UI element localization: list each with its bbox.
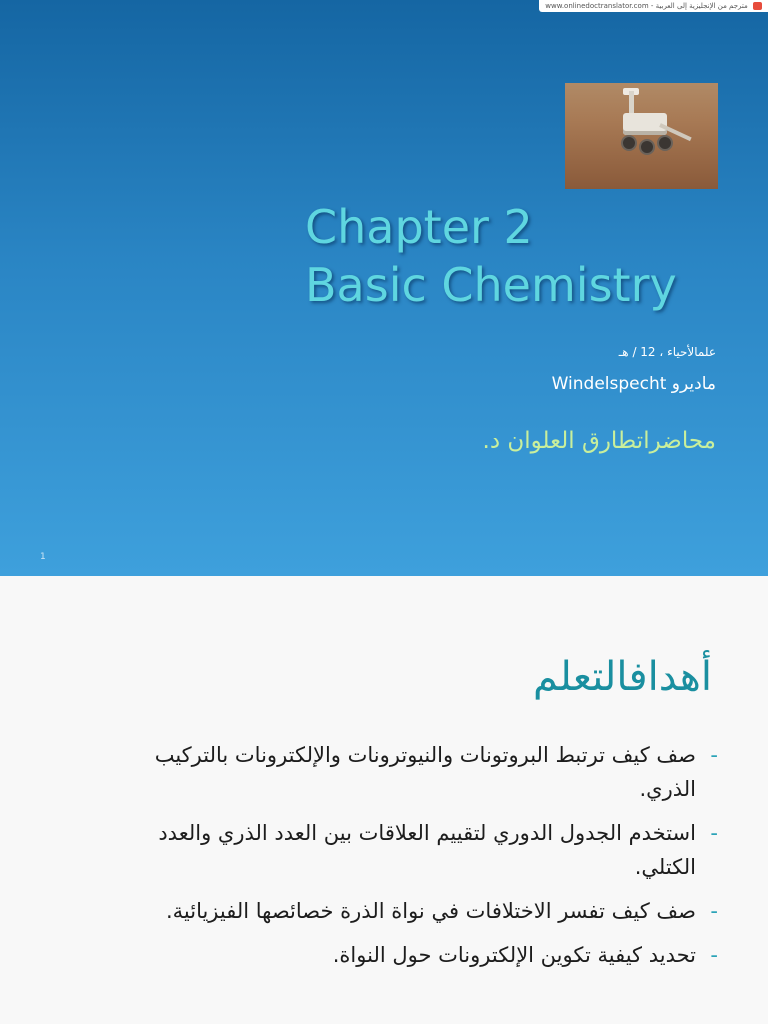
rover-mast [629, 91, 634, 115]
rover-photo [565, 83, 718, 189]
list-item [98, 894, 718, 928]
list-item [98, 816, 718, 884]
objective-text: صف كيف ترتبط البروتونات والنيوترونات والإلكترونات بالتركيب الذري. [154, 743, 696, 801]
rover-wheel [639, 139, 655, 155]
bullet-dash: - [710, 743, 718, 767]
title-line-1: Chapter 2 [305, 200, 533, 254]
author-name: ماديرو Windelspecht [551, 374, 716, 394]
slide-title [305, 198, 745, 314]
slide-number: 1 [40, 552, 46, 562]
bullet-dash: - [710, 821, 718, 845]
list-item [98, 738, 718, 806]
objective-text: تحديد كيفية تكوين الإلكترونات حول النواة. [332, 943, 696, 967]
lecturer-name: محاضراتطارق العلوان د. [482, 428, 716, 454]
watermark-text: www.onlinedoctranslator.com - مترجم من الإنجليزية إلى العربية [545, 2, 748, 10]
objective-text: صف كيف تفسر الاختلافات في نواة الذرة خصائصها الفيزيائية. [165, 899, 696, 923]
rover-wheel [657, 135, 673, 151]
bullet-dash: - [710, 899, 718, 923]
course-info: علمالأحياء ، 12 / هـ [618, 345, 716, 359]
translator-logo-icon [753, 2, 762, 10]
list-item [98, 938, 718, 972]
objectives-title: أهدافالتعلم [532, 654, 712, 700]
rover-wheel [621, 135, 637, 151]
translator-watermark[interactable] [539, 0, 768, 12]
objective-text: استخدم الجدول الدوري لتقييم العلاقات بين العدد الذري والعدد الكتلي. [158, 821, 696, 879]
title-line-2: Basic Chemistry [305, 258, 677, 312]
objectives-list [98, 738, 718, 982]
objectives-slide [0, 576, 768, 1024]
bullet-dash: - [710, 943, 718, 967]
